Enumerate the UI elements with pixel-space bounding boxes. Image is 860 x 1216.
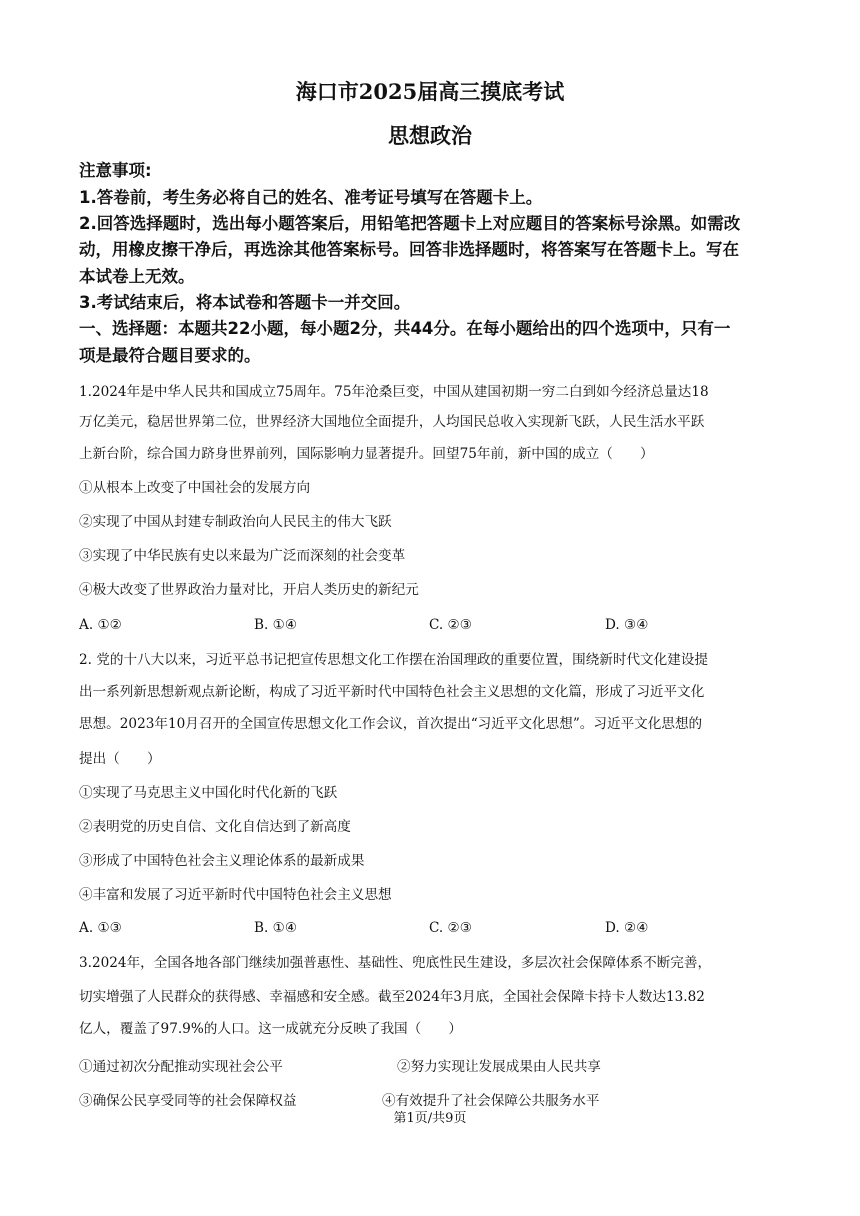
question-stem-line: 2. 党的十八大以来，习近平总书记把宣传思想文化工作摆在治国理政的重要位置，围绕新时代文化建设提 [79, 652, 709, 668]
page-number: 第1页/共9页 [393, 1111, 467, 1126]
subject-title: 思想政治 [388, 123, 472, 148]
choice-b: B. ①④ [254, 920, 298, 936]
question-item: ①实现了马克思主义中国化时代化新的飞跃 [79, 785, 338, 801]
question-item: ②努力实现让发展成果由人民共享 [397, 1059, 601, 1075]
question-item: ①通过初次分配推动实现社会公平 [79, 1059, 283, 1075]
question-stem-line: 上新台阶，综合国力跻身世界前列，国际影响力显著提升。回望75年前，新中国的成立（ ） [79, 446, 654, 462]
choice-b: B. ①④ [254, 617, 298, 633]
notice-line: 本试卷上无效。 [79, 267, 195, 286]
notice-line: 动，用橡皮擦干净后，再选涂其他答案标号。回答非选择题时，将答案写在答题卡上。写在 [79, 240, 739, 259]
choice-a: A. ①③ [79, 920, 122, 936]
question-item: ③确保公民享受同等的社会保障权益 [79, 1093, 297, 1109]
choice-a: A. ①② [79, 617, 122, 633]
choice-c: C. ②③ [429, 617, 472, 633]
section-heading-line: 项是最符合题目要求的。 [79, 346, 261, 365]
question-stem-line: 出一系列新思想新观点新论断，构成了习近平新时代中国特色社会主义思想的文化篇，形成了习近平文化 [79, 684, 705, 700]
question-item: ④丰富和发展了习近平新时代中国特色社会主义思想 [79, 887, 392, 903]
question-item: ②实现了中国从封建专制政治向人民民主的伟大飞跃 [79, 514, 392, 530]
question-stem-line: 3.2024年，全国各地各部门继续加强普惠性、基础性、兜底性民生建设，多层次社会保障体系不断完善， [79, 955, 712, 971]
question-item: ④有效提升了社会保障公共服务水平 [382, 1093, 600, 1109]
choice-d: D. ③④ [605, 617, 649, 633]
notice-line: 1.答卷前，考生务必将自己的姓名、准考证号填写在答题卡上。 [79, 188, 543, 207]
question-stem-line: 万亿美元，稳居世界第二位，世界经济大国地位全面提升，人均国民总收入实现新飞跃，人民生活水平跃 [79, 414, 705, 430]
section-heading-line: 一、选择题：本题共22小题，每小题2分，共44分。在每小题给出的四个选项中，只有一 [79, 319, 731, 338]
notice-line: 2.回答选择题时，选出每小题答案后，用铅笔把答题卡上对应题目的答案标号涂黑。如需改 [79, 214, 741, 233]
question-item: ③形成了中国特色社会主义理论体系的最新成果 [79, 853, 365, 869]
exam-title: 海口市2025届高三摸底考试 [295, 79, 565, 104]
question-stem-line: 思想。2023年10月召开的全国宣传思想文化工作会议，首次提出“习近平文化思想”。习近平文化思想的 [79, 716, 703, 732]
choice-c: C. ②③ [429, 920, 472, 936]
question-item: ①从根本上改变了中国社会的发展方向 [79, 480, 311, 496]
notice-heading: 注意事项: [79, 161, 152, 180]
choice-d: D. ②④ [605, 920, 649, 936]
question-stem-line: 提出（ ） [79, 751, 161, 767]
notice-line: 3.考试结束后，将本试卷和答题卡一并交回。 [79, 293, 411, 312]
question-stem-line: 切实增强了人民群众的获得感、幸福感和安全感。截至2024年3月底，全国社会保障卡持卡人数达13.82 [79, 989, 705, 1005]
question-item: ④极大改变了世界政治力量对比，开启人类历史的新纪元 [79, 582, 419, 598]
question-item: ③实现了中华民族有史以来最为广泛而深刻的社会变革 [79, 548, 406, 564]
question-stem-line: 亿人，覆盖了97.9%的人口。这一成就充分反映了我国（ ） [79, 1021, 463, 1037]
question-item: ②表明党的历史自信、文化自信达到了新高度 [79, 819, 351, 835]
question-stem-line: 1.2024年是中华人民共和国成立75周年。75年沧桑巨变，中国从建国初期一穷二白到如今经济总量达18 [79, 384, 709, 400]
